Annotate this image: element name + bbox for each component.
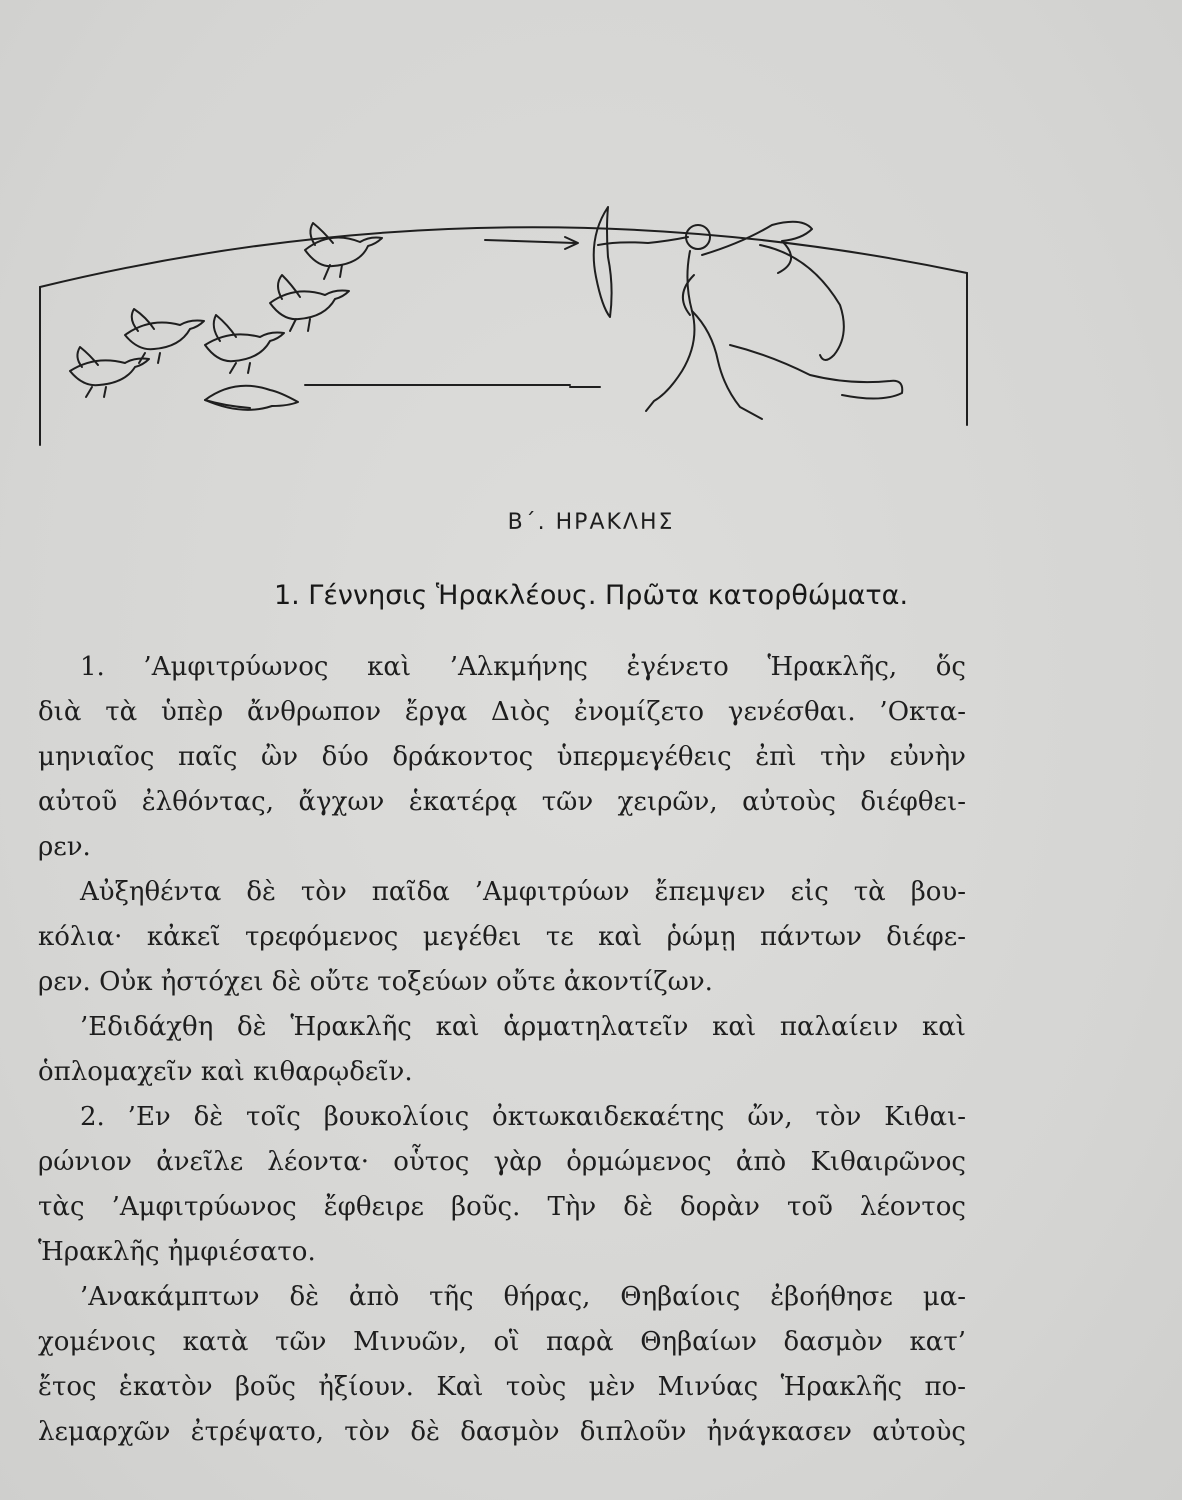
text-line: ὁπλομαχεῖν καὶ κιθαρῳδεῖν. <box>38 1057 413 1087</box>
text-line: λεμαρχῶν ἐτρέψατο, τὸν δὲ δασμὸν διπλοῦν ἠνάγκασεν αὐτοὺς <box>38 1417 966 1447</box>
frame-arch <box>40 227 967 287</box>
text-line: 1. ’Αμφιτρύωνος καὶ ’Αλκμήνης ἐγένετο Ἡρακλῆς, ὅς <box>80 652 966 682</box>
bird-2-icon <box>270 275 349 331</box>
text-line: αὐτοῦ ἐλθόντας, ἄγχων ἑκατέρᾳ τῶν χειρῶν, αὐτοὺς διέφθει- <box>38 787 966 817</box>
text-line: ’Ανακάμπτων δὲ ἀπὸ τῆς θήρας, Θηβαίοις ἐβοήθησε μα- <box>80 1282 966 1312</box>
chapter-heading: Β΄. ΗΡΑΚΛΗΣ <box>507 510 675 535</box>
text-line: 2. ’Εν δὲ τοῖς βουκολίοις ὀκτωκαιδεκαέτης ὤν, τὸν Κιθαι- <box>80 1102 966 1132</box>
text-line: Αὐξηθέντα δὲ τὸν παῖδα ’Αμφιτρύων ἔπεμψεν εἰς τὰ βου- <box>80 877 966 907</box>
body-text <box>38 645 966 1455</box>
text-line: μηνιαῖος παῖς ὢν δύο δράκοντος ὑπερμεγέθεις ἐπὶ τὴν εὐνὴν <box>38 742 966 772</box>
text-line: ρώνιον ἀνεῖλε λέοντα· οὗτος γὰρ ὁρμώμενος ἀπὸ Κιθαιρῶνος <box>38 1147 966 1177</box>
arrow-icon <box>485 240 575 243</box>
bird-6-icon <box>205 386 298 410</box>
heracles-archer-birds-illustration <box>30 195 980 455</box>
text-line: τὰς ’Αμφιτρύωνος ἔφθειρε βοῦς. Τὴν δὲ δορὰν τοῦ λέοντος <box>38 1192 966 1222</box>
bird-4-icon <box>205 315 284 373</box>
text-line: διὰ τὰ ὑπὲρ ἄνθρωπον ἔργα Διὸς ἐνομίζετο γενέσθαι. ’Οκτα- <box>38 697 966 727</box>
text-line: κόλια· κἀκεῖ τρεφόμενος μεγέθει τε καὶ ῥώμῃ πάντων διέφε- <box>38 922 966 952</box>
text-line: χομένοις κατὰ τῶν Μινυῶν, οἳ παρὰ Θηβαίων δασμὸν κατ’ <box>38 1327 966 1357</box>
section-title: 1. Γέννησις Ἡρακλέους. Πρῶτα κατορθώματα. <box>273 580 909 611</box>
text-line: Ἡρακλῆς ἠμφιέσατο. <box>38 1237 316 1267</box>
text-line: ’Εδιδάχθη δὲ Ἡρακλῆς καὶ ἁρματηλατεῖν καὶ παλαίειν καὶ <box>80 1012 966 1042</box>
text-line: ἔτος ἑκατὸν βοῦς ἠξίουν. Καὶ τοὺς μὲν Μινύας Ἡρακλῆς πο- <box>38 1372 966 1402</box>
text-line: ρεν. Οὐκ ἠστόχει δὲ οὔτε τοξεύων οὔτε ἀκοντίζων. <box>38 967 713 997</box>
bird-3-icon <box>125 309 204 363</box>
text-line: ρεν. <box>38 832 91 862</box>
heracles-figure-icon <box>594 207 903 419</box>
bird-5-icon <box>70 347 149 397</box>
bird-1-icon <box>305 223 382 279</box>
